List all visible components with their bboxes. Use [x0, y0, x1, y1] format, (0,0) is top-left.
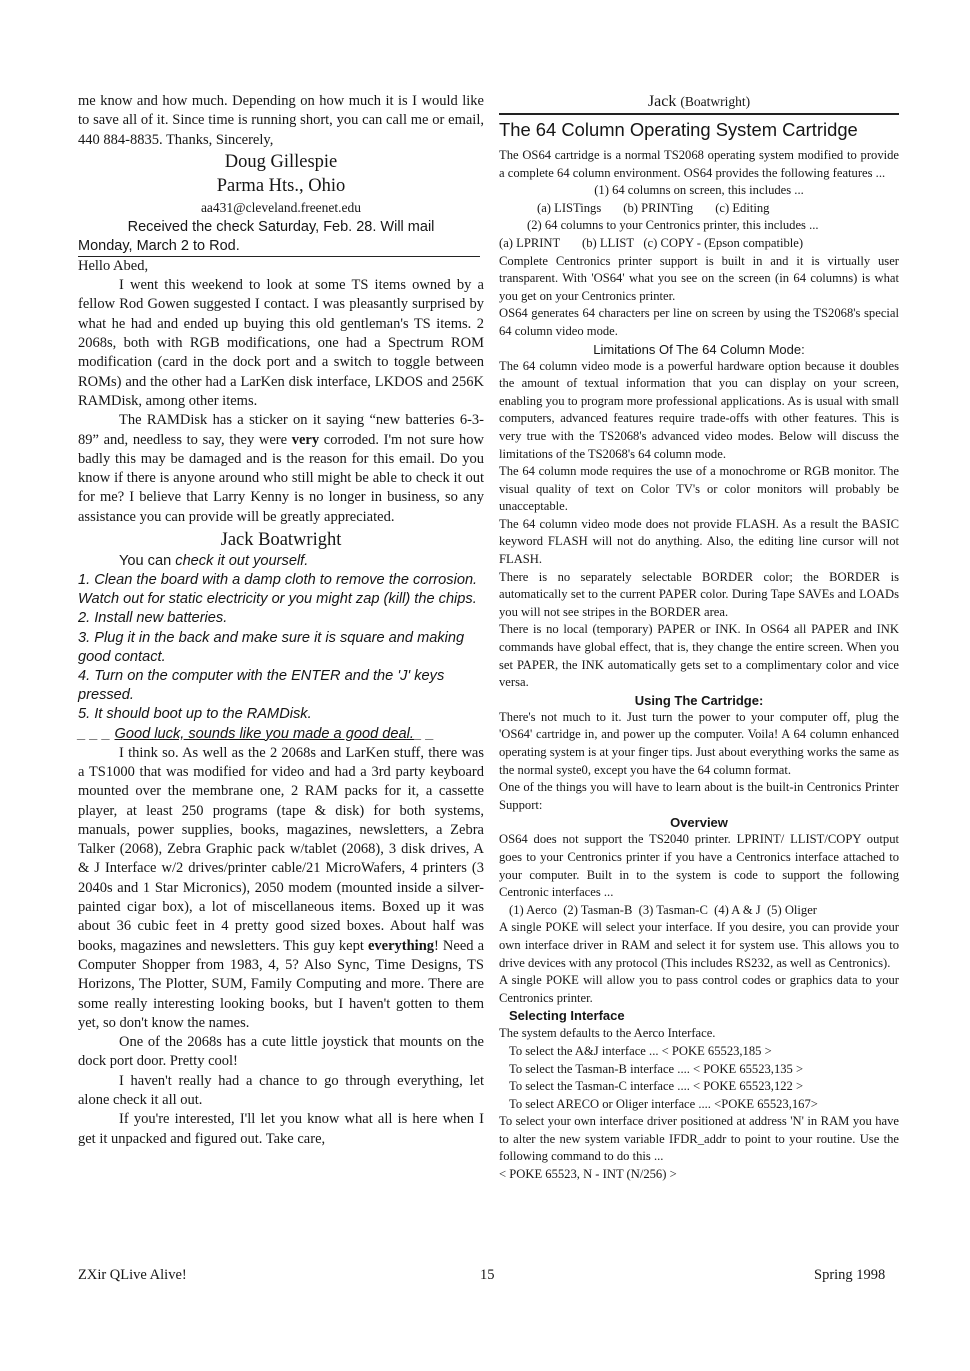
limitation-3: The 64 column video mode does not provide FLASH. As a result the BASIC keyword FLASH will not do anything. Also, the editing line cursor will not FLASH. [499, 516, 899, 567]
reply-intro-italic: check it out yourself. [175, 553, 309, 570]
select-command-line: To select the Tasman-C interface .... < POKE 65523,122 > [509, 1079, 804, 1094]
letter-paragraph-3 [78, 744, 484, 1033]
good-luck-prefix: _ _ _ [78, 725, 111, 742]
para3-text-b: ! Need a Computer Shopper from 1983, 4, 5? Also Sync, Time Designs, TS Horizons, The Plotter, SUM, Family Computing and more. There are some really interesting looking books, but I haven't gotten to them yet, so don't know the names. [78, 937, 485, 1031]
salutation: Hello Abed, [78, 257, 149, 274]
repair-step: 5. It should boot up to the RAMDisk. [78, 706, 312, 723]
article-author-header [499, 92, 899, 112]
para2-text-a: The RAMDisk has a sticker on it saying “new batteries 6-3-89” and, needless to say, they were [78, 412, 484, 448]
interface-list: (1) Aerco (2) Tasman-B (3) Tasman-C (4) A & J (5) Oliger [509, 902, 817, 917]
repair-step: 4. Turn on the computer with the ENTER and the 'J' keys pressed. [78, 668, 445, 704]
letter-paragraph-4: One of the 2068s has a cute little joystick that mounts on the dock port door. Pretty cool! [78, 1034, 484, 1070]
signature-name: Doug Gillespie [224, 151, 338, 172]
centronics-paragraph: Complete Centronics printer support is built in and it is virtually user transparent. With 'OS64' what you see on the screen (in 64 columns) is what you get on your Centronics printer. [499, 253, 899, 303]
received-note-line1: Received the check Saturday, Feb. 28. Will mail [127, 218, 435, 235]
repair-step: 2. Install new batteries. [78, 610, 228, 627]
feature-2-items: (a) LPRINT (b) LLIST (c) COPY - (Epson compatible) [499, 235, 804, 250]
para2-bold: very [291, 431, 320, 448]
para3-text-a: I think so. As well as the 2 2068s and LarKen stuff, there was a TS1000 that was modified for video and had a 3rd party keyboard mounted over the membrane one, 2 RAM packs for it, a cassette player, at least 250 programs (tape & disk) for both systems, manuals, power supplies, books, magazines, newsletters, a Zebra Talker (2068), Zebra Graphic pack w/tablet (2068), 3 disk drives, A & J Interface w/2 drives/printer cable/21 MicroWafers, 4 printers (3 2040s and 1 Star Micronics), 2050 modem (mounted inside a silver-painted cigar box), a lot of miscellaneous items. Boxed up it was about 36 cubic feet in 4 pretty good sized boxes. About half was books, magazines and newsletters. This guy kept [78, 744, 484, 954]
letter-opening: me know and how much. Depending on how much it is I would like to save all of it. Since time is running short, you can call me or email, 440 884-8835. Thanks, Sincerely, [78, 93, 484, 148]
reply-intro [78, 552, 484, 571]
footer-publication: ZXir QLive Alive! [78, 1267, 187, 1283]
select-command-line: To select ARECO or Oliger interface .... <POKE 65523,167> [509, 1096, 818, 1111]
using-heading: Using The Cartridge: [634, 692, 764, 708]
right-column [499, 92, 899, 1184]
signature-2: Jack Boatwright [220, 530, 342, 551]
generates-paragraph: OS64 generates 64 characters per line on screen by using the TS2068's special 64 column video mode. [499, 306, 899, 338]
limitation-4: There is no separately selectable BORDER color; the BORDER is automatically set to the current PAPER color. During Tape SAVEs and LOADs you will not see stripes in the BORDER area. [499, 569, 899, 619]
overview-paragraph-2: A single POKE will select your interface. If you desire, you can provide your own interface driver in RAM and select it for system use. This allows you to drive devices with any protocol (This includes RS232, as well as Centronics). [499, 920, 899, 970]
limitation-5: There is no local (temporary) PAPER or INK. In OS64 all PAPER and INK commands have global effect, that is, they change the entire screen. When you set PAPER, the INK automatically gets set to a complimentary color and vice versa. [499, 622, 899, 690]
left-column [78, 92, 484, 1149]
good-luck-line [78, 725, 484, 744]
select-command-line: To select the A&J interface ... < POKE 65523,185 > [509, 1043, 772, 1058]
letter-paragraph-2 [78, 411, 484, 527]
good-luck-text: Good luck, sounds like you made a good deal. [114, 725, 414, 742]
author-first-name: Jack [647, 93, 677, 110]
feature-1: (1) 64 columns on screen, this includes ... [594, 183, 804, 198]
signature-email: aa431@cleveland.freenet.edu [200, 199, 362, 215]
author-last-name: (Boatwright) [680, 94, 751, 109]
limitation-2: The 64 column mode requires the use of a monochrome or RGB monitor. The visual quality of text on Color TV's or color monitors will probably be unacceptable. [499, 464, 899, 514]
overview-paragraph-1: OS64 does not support the TS2040 printer. LPRINT/ LLIST/COPY output goes to your Centronics printer if you have a Centronics interface attached to your computer. Built in to the system is code to support the following Centronic interfaces ... [499, 832, 899, 900]
signature-place: Parma Hts., Ohio [216, 175, 346, 196]
feature-1-items: (a) LISTings (b) PRINTing (c) Editing [537, 200, 770, 215]
letter-paragraph-1: I went this weekend to look at some TS items owned by a fellow Rod Gowen suggested I contact. I was pleasantly surprised by what he had and ended up buying this old gentleman's TS items. 2 2068s, both with RGB modifications, one had a Spectrum ROM modification (card in the dock port and a switch to toggle between ROMs) and the other had a LarKen disk interface, LKDOS and 256K RAMDisk, among other items. [78, 277, 484, 409]
article-title: The 64 Column Operating System Cartridge [499, 119, 858, 140]
overview-paragraph-3: A single POKE will allow you to pass control codes or graphics data to your Centronics printer. [499, 973, 899, 1005]
received-note-line2: Monday, March 2 to Rod. [78, 237, 480, 257]
repair-step: 3. Plug it in the back and make sure it is square and making good contact. [78, 629, 465, 665]
overview-heading: Overview [670, 815, 728, 831]
limitations-heading: Limitations Of The 64 Column Mode: [593, 341, 805, 357]
para2-text-b: corroded. I'm not sure how badly this may be damaged and is the reason for this email. Do you know if there is anyone around who still might be able to check it out for me? I believe that Larry Kenny is no longer in business, so any assistance you can provide will be greatly appreciated. [78, 431, 485, 525]
feature-2: (2) 64 columns to your Centronics printer, this includes ... [527, 218, 819, 233]
selecting-heading: Selecting Interface [509, 1008, 625, 1024]
using-paragraph-1: There's not much to it. Just turn the power to your computer off, plug the 'OS64' cartridge in, and power up the computer. Voila! A 64 column enhanced operating system is at your finger tips. Just about everything works the same as the normal syste0, except you have the 64 column format. [499, 709, 899, 777]
own-driver-command: < POKE 65523, N - INT (N/256) > [499, 1167, 677, 1182]
limitation-1: The 64 column video mode is a powerful hardware option because it doubles the amount of textual information that you can display on your screen, enabling you to program more professional applications. As is usual with small computers, advanced features require trade-offs with other features. This is very true with the TS2068's advanced video modes. Below will discuss the limitations of the TS2068's 64 column mode. [499, 358, 899, 461]
using-paragraph-2: One of the things you will have to learn about is the built-in Centronics Printer Support: [499, 780, 899, 812]
repair-steps [78, 571, 484, 725]
own-driver-paragraph: To select your own interface driver positioned at address 'N' in RAM you have to alter the new system variable IFDR_addr to point to your routine. Use the following command to do this ... [499, 1114, 899, 1164]
reply-intro-text: You can [119, 553, 176, 570]
good-luck-suffix: _ _ [413, 725, 435, 742]
header-rule [499, 113, 899, 115]
para3-bold: everything [367, 937, 435, 954]
article-intro: The OS64 cartridge is a normal TS2068 operating system modified to provide a complete 64 column environment. OS64 provides the following features ... [499, 148, 899, 180]
letter-paragraph-5: I haven't really had a chance to go through everything, let alone check it all out. [78, 1072, 484, 1109]
repair-step: 1. Clean the board with a damp cloth to remove the corrosion. Watch out for static electricity or you might zap (kill) the chips. [78, 572, 478, 608]
page-number: 15 [480, 1267, 495, 1283]
selecting-intro: The system defaults to the Aerco Interface. [499, 1026, 716, 1041]
footer-issue: Spring 1998 [814, 1267, 886, 1283]
select-command-line: To select the Tasman-B interface .... < POKE 65523,135 > [509, 1061, 804, 1076]
letter-paragraph-6: If you're interested, I'll let you know what all is here when I get it unpacked and figured out. Take care, [78, 1111, 484, 1147]
